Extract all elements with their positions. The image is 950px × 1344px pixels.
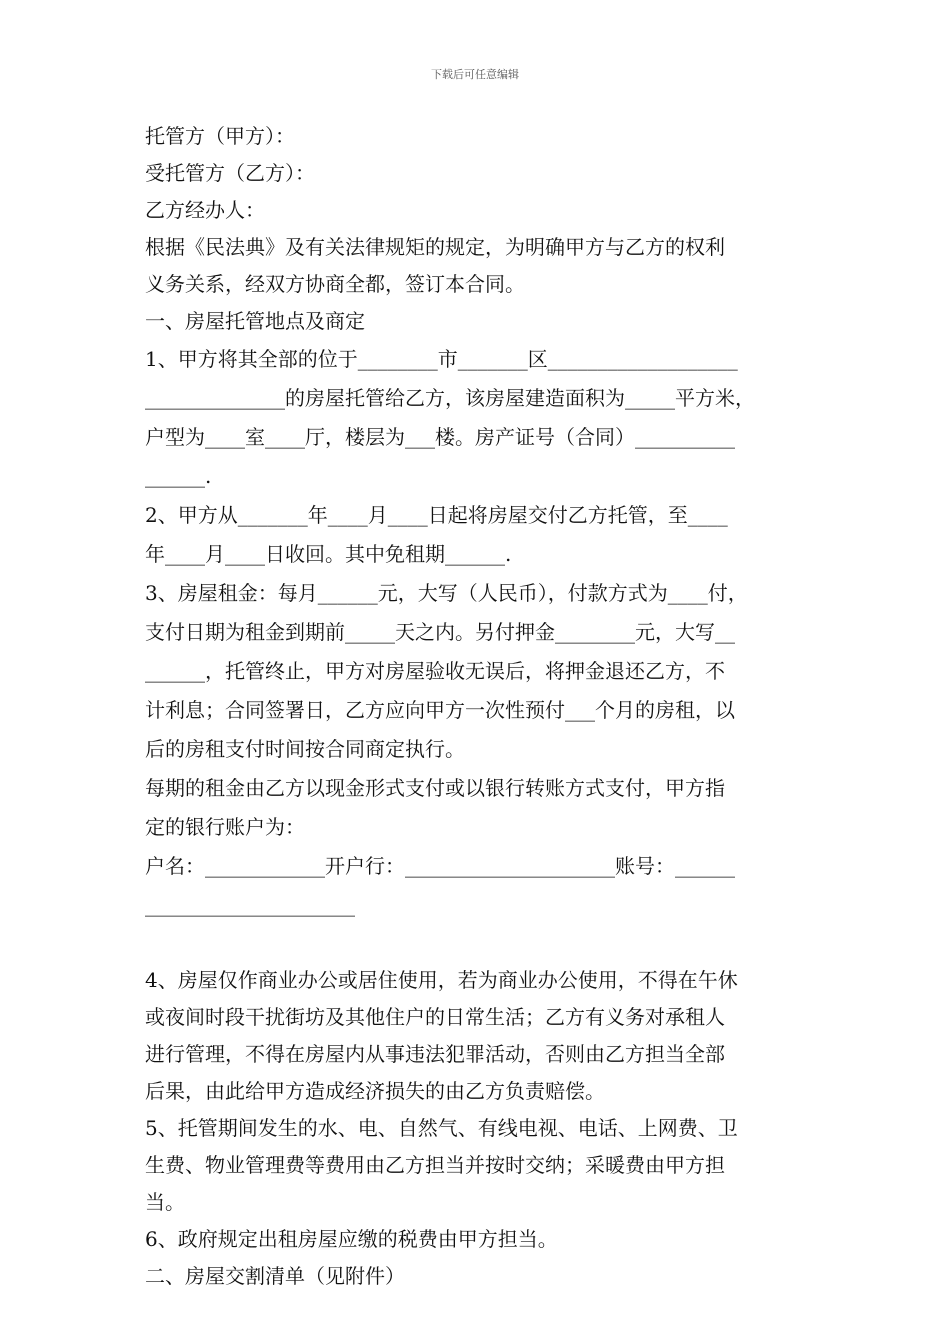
clause-4-line-1: 4、房屋仅作商业办公或居住使用，若为商业办公使用，不得在午休 xyxy=(145,968,738,992)
clause-5-line-2: 生费、物业管理费等费用由乙方担当并按时交纳；采暖费由甲方担 xyxy=(145,1153,725,1177)
section-2-heading: 二、房屋交割清单（见附件） xyxy=(145,1264,405,1288)
clause-3-line-1: 3、房屋租金：每月______元，大写（人民币），付款方式为____付， xyxy=(145,581,748,605)
clause-4-line-2: 或夜间时段干扰街坊及其他住户的日常生活；乙方有义务对承租人 xyxy=(145,1005,725,1029)
clause-3-line-2: 支付日期为租金到期前_____天之内。另付押金________元，大写__ xyxy=(145,620,735,644)
preamble-line-2: 义务关系，经双方协商全都，签订本合同。 xyxy=(145,272,525,296)
preamble-line-1: 根据《民法典》及有关法律规矩的规定，为明确甲方与乙方的权利 xyxy=(145,235,725,259)
clause-3-line-3: ______，托管终止，甲方对房屋验收无误后，将押金退还乙方，不 xyxy=(145,659,725,683)
clause-1-line-2: ______________的房屋托管给乙方，该房屋建造面积为_____平方米， xyxy=(145,386,755,410)
clause-2-line-1: 2、甲方从_______年____月____日起将房屋交付乙方托管，至____ xyxy=(145,503,728,527)
party-b-line: 受托管方（乙方）： xyxy=(145,161,315,185)
clause-2-line-2: 年____月____日收回。其中免租期______. xyxy=(145,542,512,566)
section-1-heading: 一、房屋托管地点及商定 xyxy=(145,309,365,333)
payment-line-2: 定的银行账户为： xyxy=(145,815,305,839)
bank-account-line-1: 户名：____________开户行：_____________________账号：______ xyxy=(145,854,735,878)
clause-1-line-3: 户型为____室____厅，楼层为___楼。房产证号（合同）__________ xyxy=(145,425,735,449)
payment-line-1: 每期的租金由乙方以现金形式支付或以银行转账方式支付，甲方指 xyxy=(145,776,725,800)
page-header: 下载后可任意编辑 xyxy=(431,68,519,81)
clause-4-line-3: 进行管理，不得在房屋内从事违法犯罪活动，否则由乙方担当全部 xyxy=(145,1042,725,1066)
clause-1-line-1: 1、甲方将其全部的位于________市_______区___________________ xyxy=(145,347,738,371)
clause-1-line-4: ______. xyxy=(145,464,212,488)
party-a-line: 托管方（甲方）： xyxy=(145,124,295,148)
clause-5-line-1: 5、托管期间发生的水、电、自然气、有线电视、电话、上网费、卫 xyxy=(145,1116,738,1140)
clause-3-line-4: 计利息；合同签署日，乙方应向甲方一次性预付___个月的房租，以 xyxy=(145,698,735,722)
clause-5-line-3: 当。 xyxy=(145,1190,185,1214)
contract-body xyxy=(145,118,810,1295)
blank-spacer xyxy=(145,925,810,962)
clause-3-line-5: 后的房租支付时间按合同商定执行。 xyxy=(145,737,465,761)
party-b-agent-line: 乙方经办人： xyxy=(145,198,265,222)
clause-6-line: 6、政府规定出租房屋应缴的税费由甲方担当。 xyxy=(145,1227,558,1251)
bank-account-line-2: _____________________ xyxy=(145,893,355,917)
clause-4-line-4: 后果，由此给甲方造成经济损失的由乙方负责赔偿。 xyxy=(145,1079,605,1103)
